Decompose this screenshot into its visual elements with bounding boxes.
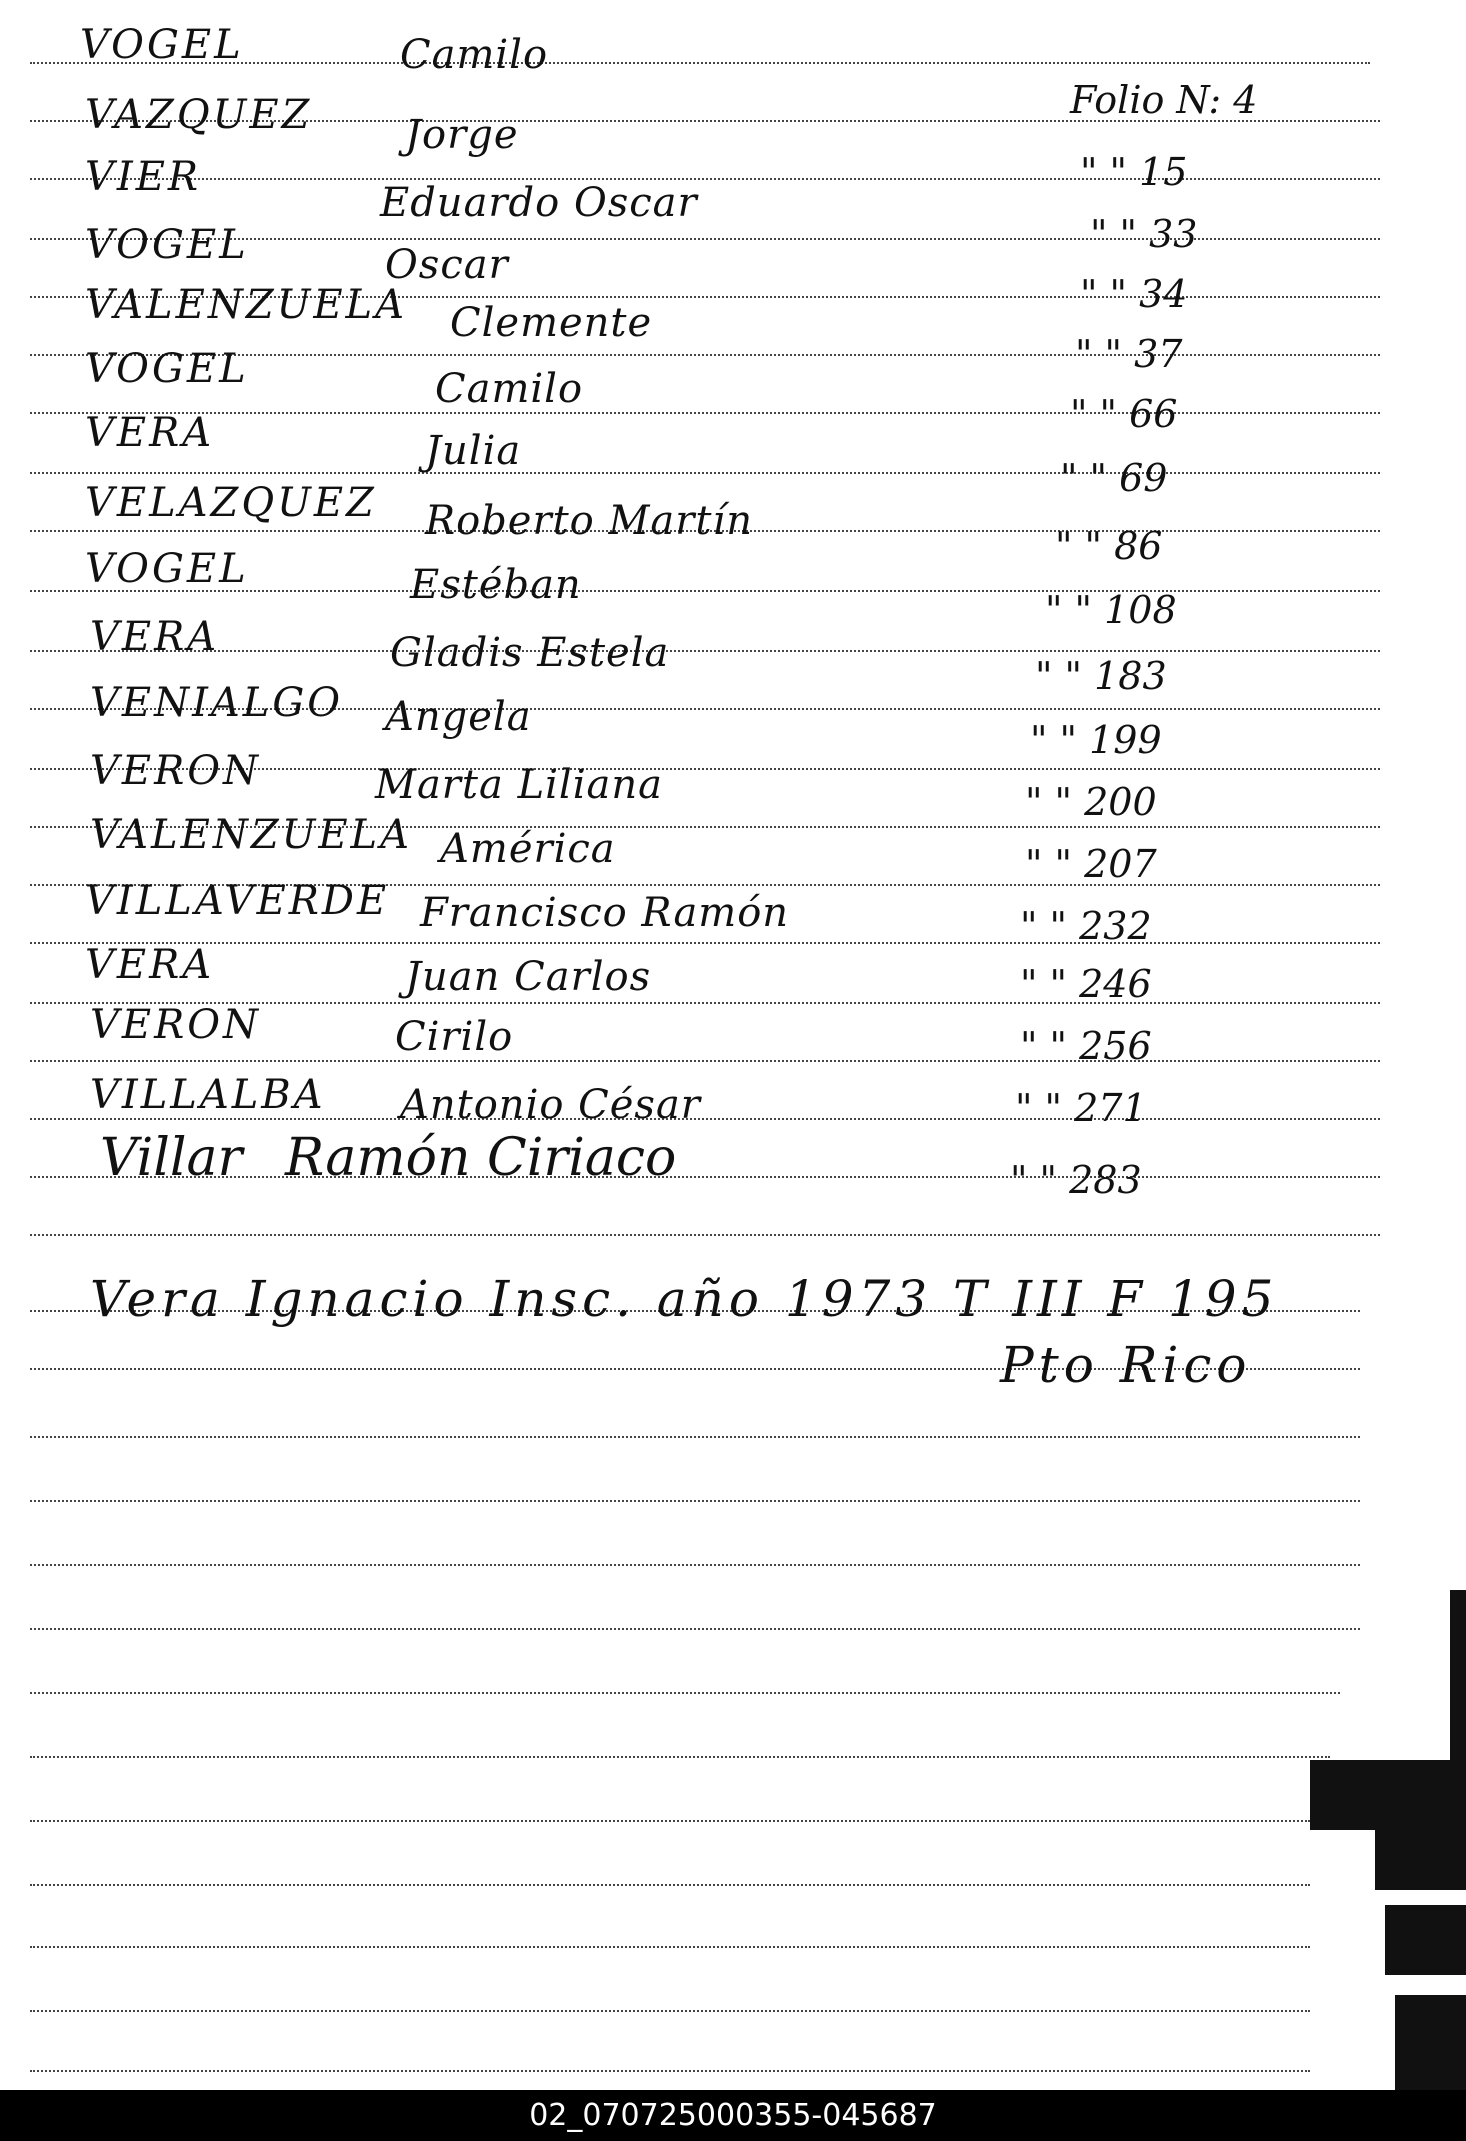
entry-folio: " " 271 (1015, 1086, 1147, 1130)
entry-given-name: Oscar (385, 242, 509, 288)
entry-folio: " " 232 (1020, 904, 1152, 948)
entry-surname: VILLAVERDE (85, 878, 390, 924)
entry-surname: VILLALBA (90, 1072, 326, 1118)
entry-folio: " " 66 (1070, 392, 1178, 436)
entry-surname: Villar (100, 1128, 243, 1188)
entry-surname: VOGEL (80, 22, 244, 68)
ruled-line (30, 942, 1380, 944)
entry-given-name: Camilo (435, 366, 584, 412)
entry-folio: " " 183 (1035, 654, 1167, 698)
ruled-line (30, 2070, 1310, 2072)
ruled-line (30, 1060, 1380, 1062)
scan-artifact (1310, 1760, 1466, 1830)
handwritten-note: Vera Ignacio Insc. año 1973 T III F 195 (90, 1270, 1279, 1328)
ruled-line (30, 650, 1380, 652)
entry-surname: VOGEL (85, 546, 249, 592)
entry-surname: VALENZUELA (90, 812, 412, 858)
entry-surname: VOGEL (85, 346, 249, 392)
entry-surname: VERON (90, 748, 261, 794)
handwritten-place: Pto Rico (1000, 1336, 1252, 1394)
entry-given-name: América (440, 826, 616, 872)
entry-given-name: Eduardo Oscar (380, 180, 698, 226)
entry-folio: " " 199 (1030, 718, 1162, 762)
ruled-line (30, 472, 1380, 474)
ruled-line (30, 1500, 1360, 1502)
entry-given-name: Cirilo (395, 1014, 514, 1060)
ruled-line (30, 1946, 1310, 1948)
ruled-line (30, 1884, 1310, 1886)
entry-surname: VELAZQUEZ (85, 480, 377, 526)
entry-surname: VERON (90, 1002, 261, 1048)
entry-folio: " " 108 (1045, 588, 1177, 632)
document-id-footer: 02_070725000355-045687 (0, 2090, 1466, 2141)
entry-folio: " " 200 (1025, 780, 1157, 824)
scan-artifact (1385, 1905, 1466, 1975)
scan-artifact (1375, 1830, 1466, 1890)
entry-given-name: Camilo (400, 32, 549, 78)
entry-given-name: Gladis Estela (390, 630, 670, 676)
entry-surname: VENIALGO (90, 680, 344, 726)
entry-given-name: Marta Liliana (375, 762, 663, 808)
entry-given-name: Estéban (410, 562, 582, 608)
ruled-line (30, 1820, 1310, 1822)
entry-folio: " " 69 (1060, 456, 1168, 500)
entry-surname: VALENZUELA (85, 282, 407, 328)
entry-folio: " " 37 (1075, 332, 1183, 376)
folio-header: Folio N: 4 (1070, 78, 1258, 122)
entry-given-name: Jorge (405, 112, 519, 158)
entry-folio: " " 34 (1080, 272, 1188, 316)
entry-given-name: Antonio César (400, 1082, 701, 1128)
entry-folio: " " 246 (1020, 962, 1152, 1006)
entry-given-name: Roberto Martín (425, 498, 754, 544)
entry-given-name: Ramón Ciriaco (285, 1128, 677, 1188)
entry-folio: " " 33 (1090, 212, 1198, 256)
scan-artifact (1450, 1590, 1466, 1760)
entry-surname: VOGEL (85, 222, 249, 268)
ruled-line (30, 1436, 1360, 1438)
entry-surname: VAZQUEZ (85, 92, 313, 138)
entry-folio: " " 15 (1080, 150, 1188, 194)
scan-artifact (1395, 1995, 1466, 2090)
entry-given-name: Juan Carlos (405, 954, 652, 1000)
entry-folio: " " 86 (1055, 524, 1163, 568)
entry-surname: VERA (85, 410, 215, 456)
ruled-line (30, 1628, 1360, 1630)
entry-given-name: Francisco Ramón (420, 890, 790, 936)
entry-given-name: Angela (385, 694, 532, 740)
ruled-line (30, 1118, 1380, 1120)
extra-folio: " " 283 (1010, 1158, 1142, 1202)
ruled-line (30, 1756, 1330, 1758)
ruled-line (30, 2010, 1310, 2012)
ruled-line (30, 1234, 1380, 1236)
entry-given-name: Julia (425, 428, 522, 474)
ruled-line (30, 1564, 1360, 1566)
entry-folio: " " 207 (1025, 842, 1157, 886)
entry-surname: VERA (85, 942, 215, 988)
entry-folio: " " 256 (1020, 1024, 1152, 1068)
entry-surname: VIER (85, 154, 202, 200)
ruled-line (30, 1692, 1340, 1694)
ruled-line (30, 412, 1380, 414)
entry-surname: VERA (90, 614, 220, 660)
entry-given-name: Clemente (450, 300, 653, 346)
